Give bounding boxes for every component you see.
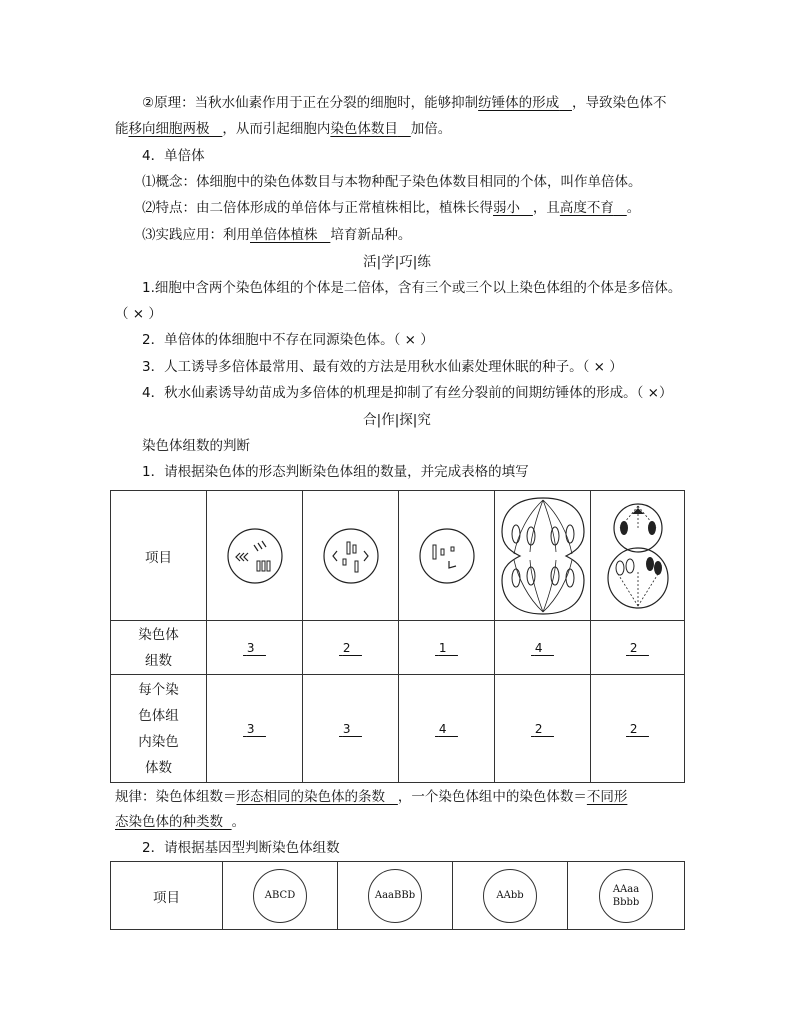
practice-q1: 1.细胞中含两个染色体组的个体是二倍体，含有三个或三个以上染色体组的个体是多倍体。: [142, 280, 682, 296]
genotype-cell-2: AaaBBb: [338, 862, 453, 930]
answer-sets-3: 1: [399, 621, 495, 675]
answer-sets-1: 3: [207, 621, 303, 675]
explore-task-2: 2．请根据基因型判断染色体组数: [142, 840, 340, 856]
practice-q2: 2．单倍体的体细胞中不存在同源染色体。（ × ）: [142, 332, 434, 348]
answer-count-3: 4: [399, 675, 495, 783]
explore-title: 合|作|探|究: [363, 412, 431, 428]
cell-diagram-2: [303, 491, 399, 621]
blank-same-shape-count: 形态相同的染色体的条数: [236, 789, 385, 805]
cell-diagram-3: [399, 491, 495, 621]
answer-count-1: 3: [207, 675, 303, 783]
practice-q1-answer: （ × ）: [115, 306, 162, 322]
dividing-cell-diagram-icon: [498, 494, 588, 618]
genotype-cell-4: AAaa Bbbb: [568, 862, 685, 930]
genotype-cell-3: AAbb: [453, 862, 568, 930]
haploid-application: ⑶实践应用：利用单倍体植株 培育新品种。: [142, 227, 412, 243]
principle-line-2: 能移向细胞两极 ，从而引起细胞内染色体数目 加倍。: [115, 121, 452, 137]
section-heading-haploid: 4．单倍体: [142, 148, 205, 164]
answer-sets-2: 2: [303, 621, 399, 675]
blank-different-shape-2: 态染色体的种类数: [115, 814, 223, 830]
answer-count-5: 2: [591, 675, 685, 783]
haploid-concept: ⑴概念：体细胞中的染色体数目与本物种配子染色体数目相同的个体，叫作单倍体。: [142, 174, 642, 190]
cell-diagram-icon: [320, 525, 382, 587]
genotype-cell-1: ABCD: [223, 862, 338, 930]
table1-row1-label: 染色体组数: [111, 621, 207, 675]
haploid-feature: ⑵特点：由二倍体形成的单倍体与正常植株相比，植株长得弱小 ，且高度不育 。: [142, 200, 641, 216]
principle-line-1: ②原理：当秋水仙素作用于正在分裂的细胞时，能够抑制纺锤体的形成 ，导致染色体不: [142, 95, 667, 111]
cell-diagram-icon: [224, 525, 286, 587]
blank-chromosome-number: 染色体数目: [330, 121, 398, 137]
table1-row2-label: 每个染色体组内染色体数: [111, 675, 207, 783]
chromosome-set-table: [110, 490, 685, 783]
practice-q3: 3．人工诱导多倍体最常用、最有效的方法是用秋水仙素处理休眠的种子。（ × ）: [142, 359, 623, 375]
blank-spindle-formation: 纺锤体的形成: [478, 95, 560, 111]
cell-diagram-icon: [416, 525, 478, 587]
blank-sterile: 高度不育: [559, 200, 614, 216]
table2-col-header: 项目: [111, 862, 223, 930]
cell-diagram-5: [591, 491, 685, 621]
cell-diagram-1: [207, 491, 303, 621]
answer-sets-5: 2: [591, 621, 685, 675]
rule-line-2: 态染色体的种类数 。: [115, 814, 246, 830]
blank-move-to-poles: 移向细胞两极: [128, 121, 210, 137]
blank-weak: 弱小: [493, 200, 520, 216]
explore-subtitle: 染色体组数的判断: [142, 438, 250, 454]
answer-count-2: 3: [303, 675, 399, 783]
genotype-table: [110, 861, 685, 930]
practice-q4: 4．秋水仙素诱导幼苗成为多倍体的机理是抑制了有丝分裂前的间期纺锤体的形成。（ ×）: [142, 385, 673, 401]
rule-line-1: 规律：染色体组数＝形态相同的染色体的条数 ，一个染色体组中的染色体数＝不同形: [115, 789, 628, 805]
answer-sets-4: 4: [495, 621, 591, 675]
practice-title: 活|学|巧|练: [363, 254, 431, 270]
table1-col-header: 项目: [111, 491, 207, 621]
blank-different-shape-1: 不同形: [586, 789, 628, 805]
dividing-cell-diagram-icon: [598, 500, 678, 612]
blank-haploid-plant: 单倍体植株: [250, 227, 318, 243]
answer-count-4: 2: [495, 675, 591, 783]
explore-task-1: 1．请根据染色体的形态判断染色体组的数量，并完成表格的填写: [142, 464, 529, 480]
cell-diagram-4: [495, 491, 591, 621]
